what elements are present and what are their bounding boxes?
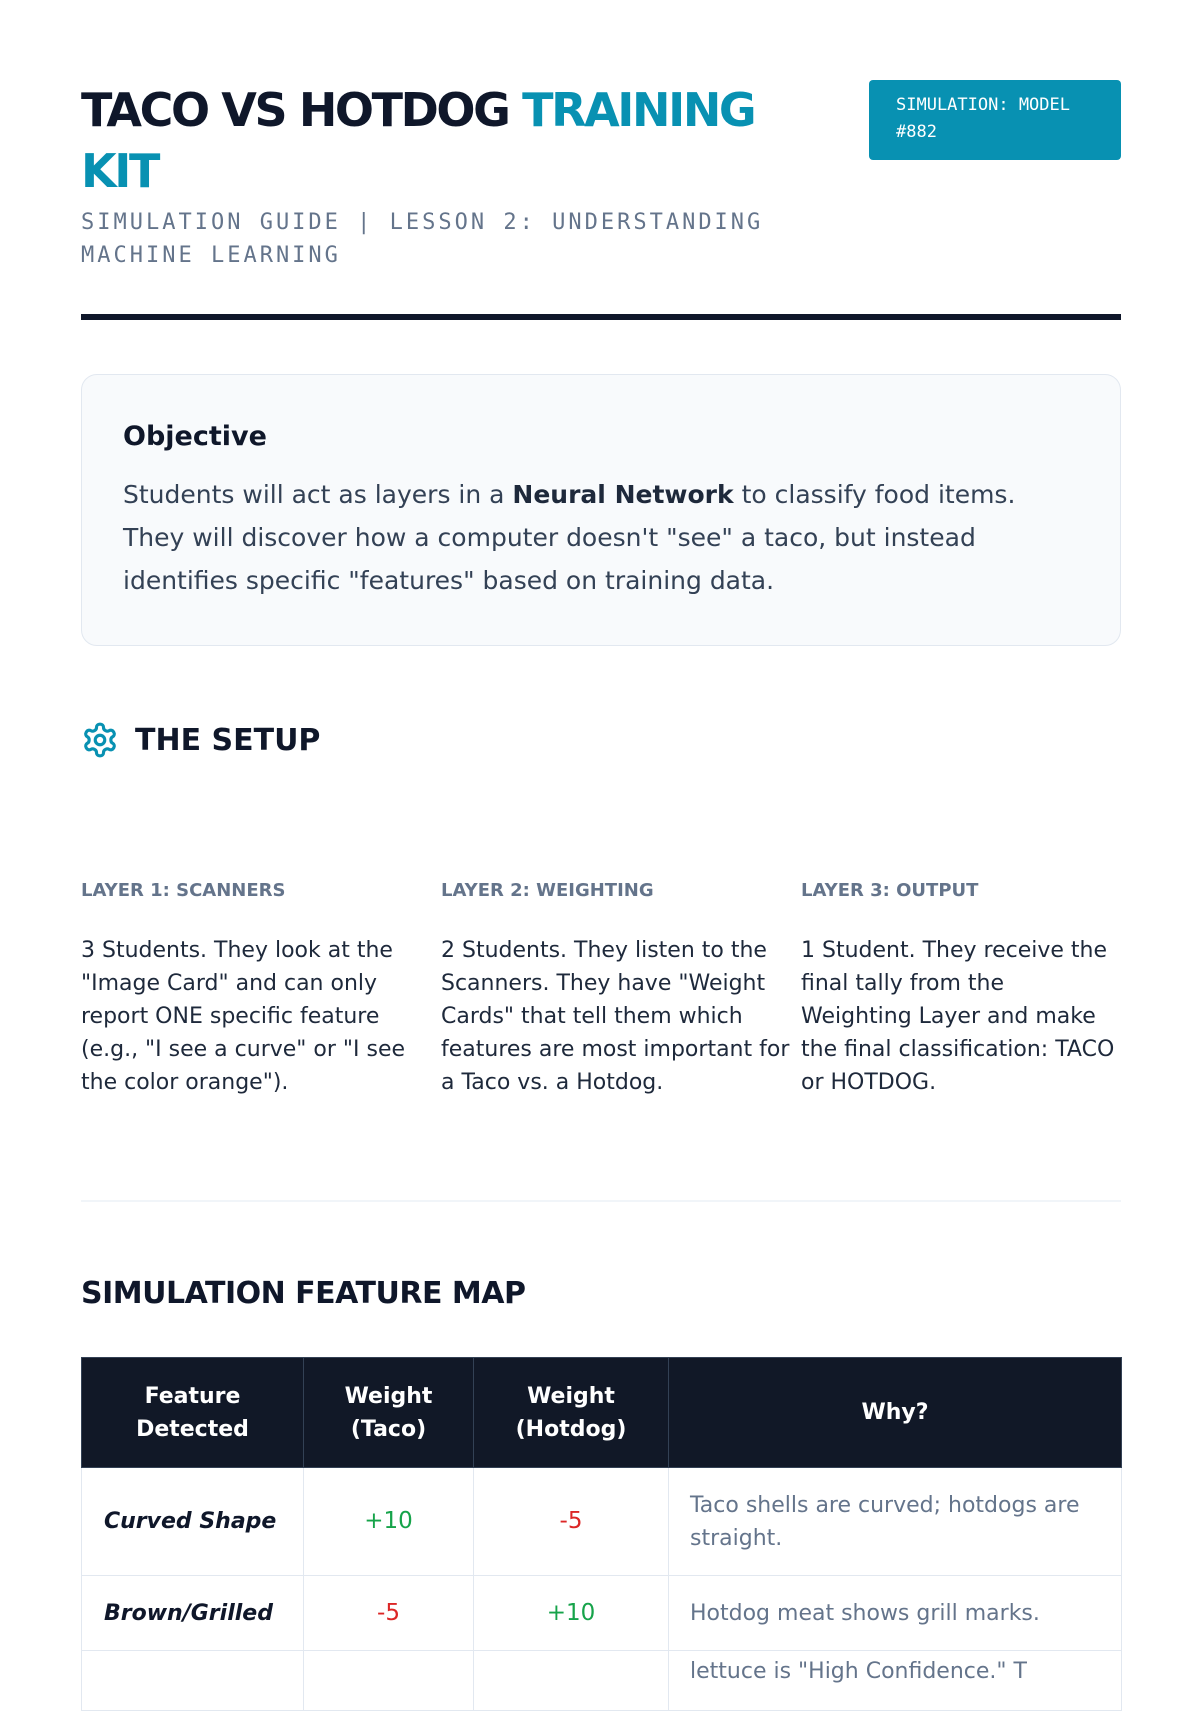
table-header-row (82, 1358, 1122, 1468)
layer-description: 3 Students. They look at the "Image Card" and can only report ONE specific feature (e.g., "I see a curve" or "I see the color orange"). (81, 938, 406, 1095)
feature-cell (82, 1651, 304, 1711)
layer-label: LAYER 3: OUTPUT (801, 880, 979, 901)
why-cell: Hotdog meat shows grill marks. (669, 1576, 1122, 1651)
guide-page (81, 80, 1121, 1684)
setup-heading (81, 718, 320, 762)
feature-cell: Brown/Grilled (82, 1576, 304, 1651)
taco-weight-cell: +10 (304, 1468, 474, 1576)
layer-label: LAYER 1: SCANNERS (81, 880, 286, 901)
page-subtitle: SIMULATION GUIDE | LESSON 2: UNDERSTANDING MACHINE LEARNING (81, 210, 764, 268)
objective-card (81, 374, 1121, 646)
layer-card-weighting (441, 878, 801, 1099)
why-cell: lettuce is "High Confidence." T (669, 1651, 1122, 1711)
simulation-badge: SIMULATION: MODEL #882 (869, 80, 1121, 160)
table-row (82, 1468, 1122, 1576)
layer-description: 1 Student. They receive the final tally from the Weighting Layer and make the final classification: TACO or HOTDOG. (801, 938, 1115, 1095)
taco-weight-cell (304, 1651, 474, 1711)
why-cell: Taco shells are curved; hotdogs are straight. (669, 1468, 1122, 1576)
layer-description: 2 Students. They listen to the Scanners. They have "Weight Cards" that tell them which features are most important for a Taco vs. a Hotdog. (441, 938, 790, 1095)
setup-title: THE SETUP (135, 722, 321, 758)
feature-cell: Curved Shape (82, 1468, 304, 1576)
section-divider (81, 1200, 1121, 1202)
taco-weight-cell: -5 (304, 1576, 474, 1651)
title-accent: TRAINING KIT (81, 83, 755, 198)
column-header-weight-taco: Weight (Taco) (304, 1358, 474, 1468)
title-main: TACO VS HOTDOG (81, 83, 509, 137)
page-header (81, 80, 1121, 320)
hotdog-weight-cell: +10 (474, 1576, 669, 1651)
table-row (82, 1651, 1122, 1711)
column-header-weight-hotdog: Weight (Hotdog) (474, 1358, 669, 1468)
layer-card-output (801, 878, 1121, 1099)
layer-card-scanners (81, 878, 441, 1099)
page-title (81, 80, 821, 202)
objective-keyword: Neural Network (512, 480, 734, 509)
objective-text-lead: Students will act as layers in a (123, 480, 513, 509)
feature-map-table (81, 1357, 1122, 1711)
header-divider (81, 314, 1121, 320)
feature-map-title: SIMULATION FEATURE MAP (81, 1276, 526, 1311)
layer-columns (81, 878, 1121, 1099)
hotdog-weight-cell: -5 (474, 1468, 669, 1576)
objective-text (123, 473, 1079, 602)
gear-icon (81, 721, 119, 759)
hotdog-weight-cell (474, 1651, 669, 1711)
column-header-why: Why? (669, 1358, 1122, 1468)
objective-text-rest: to classify food items. They will discover how a computer doesn't "see" a taco, but instead identifies specific "features" based on training data. (123, 480, 1016, 595)
column-header-feature: Feature Detected (82, 1358, 304, 1468)
table-row (82, 1576, 1122, 1651)
layer-label: LAYER 2: WEIGHTING (441, 880, 654, 901)
objective-title: Objective (123, 421, 267, 452)
